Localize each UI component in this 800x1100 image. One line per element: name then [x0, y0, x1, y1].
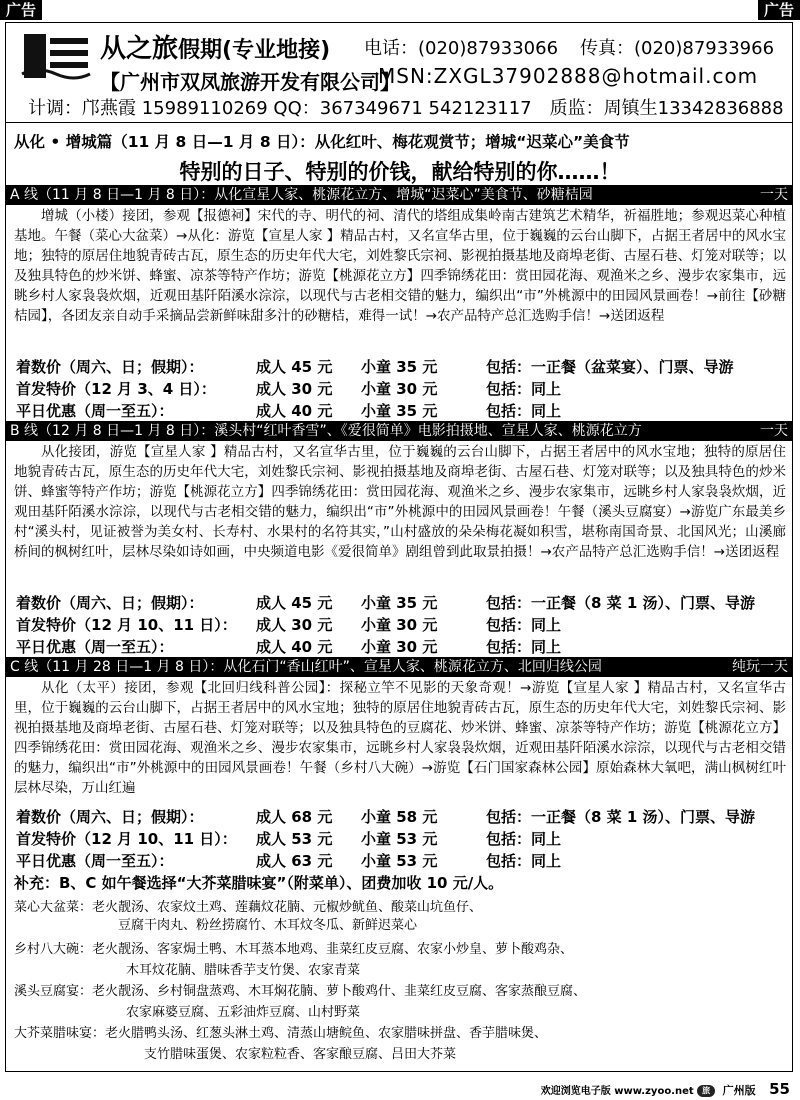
- site-logo-icon: 旅: [697, 1085, 715, 1097]
- website-text: 欢迎浏览电子版 www.zyoo.net: [540, 1086, 694, 1097]
- menu-item: 溪头豆腐宴：老火靓汤、乡村铜盘蒸鸡、木耳焖花腩、萝卜酸鸡什、韭菜红皮豆腐、客家蒸酿豆腐、: [14, 984, 587, 999]
- ad-label-right: 广告: [758, 0, 800, 20]
- supplement-note: 补充：B、C 如午餐选择“大芥菜腊味宴”（附菜单）、团费加收 10 元/人。: [14, 874, 504, 892]
- brand-name: 从之旅假期(专业地接): [100, 34, 331, 64]
- contact-line: 计调：邝燕霞 15989110269 QQ：367349671 542123117 质监：周镇生13342836888: [28, 98, 784, 119]
- company-name: 【广州市双凤旅游开发有限公司】: [100, 70, 400, 94]
- route-c-bar: C 线（11 月 28 日—1 月 8 日）：从化石门“香山红叶”、宣星人家、桃源花立方、北回归线公园 纯玩一天: [6, 657, 792, 677]
- fax-number: 传真：(020)87933966: [580, 38, 775, 59]
- page-number: 55: [769, 1080, 790, 1098]
- slogan: 特别的日子、特别的价钱，献给特别的你……！: [179, 160, 621, 184]
- msn-address: MSN:ZXGL37902888@hotmail.com: [378, 64, 759, 88]
- ad-label-left: 广告: [0, 0, 42, 20]
- menu-item: 菜心大盆菜：老火靓汤、农家炆土鸡、莲藕炆花腩、元椒炒鱿鱼、酸菜山坑鱼仔、: [14, 900, 483, 915]
- agency-header: [12, 26, 788, 122]
- route-a-description: 增城（小楼）接团，参观【报德祠】宋代的寺、明代的祠、清代的塔组成集岭南古建筑艺术精华，祈福胜地；参观迟菜心种植基地。午餐（菜心大盆菜）→从化：游览【宣星人家 】精品古村，又名宣华古里，位于巍巍的云台山脚下，占据王者居中的风水宝地；独特的原居住地貌青砖古瓦，原生态的历史年代大宅，刘姓黎氏宗祠、影视拍摄基地及商埠老街、古屋石巷、灯笼对联等；以及独具特色的炒米饼、蜂蜜、凉茶等特产作坊；游览【桃源花立方】四季锦绣花田：赏田园花海、观渔米之乡、漫步农家集市，远眺乡村人家袅袅炊烟，近观田基阡陌溪水淙淙，以现代与古老相交错的魅力，编织出“市”外桃源中的田园风景画卷！→前往【砂糖桔园】，各团友亲自动手采摘品尝新鲜味甜多汁的砂糖桔，难得一试！→农产品特产总汇选购手信！→送团返程: [14, 208, 786, 324]
- route-a-bar: A 线（11 月 8 日—1 月 8 日）：从化宣星人家、桃源花立方、增城“迟菜心”美食节、砂糖桔园 一天: [6, 185, 792, 205]
- header-divider: [5, 122, 793, 123]
- page-footer: [541, 1080, 790, 1098]
- phone-number: 电话：(020)87933066: [364, 38, 559, 59]
- route-b-description: 从化接团，游览【宣星人家 】精品古村，又名宣华古里，位于巍巍的云台山脚下，占据王者居中的风水宝地；独特的原居住地貌青砖古瓦，原生态的历史年代大宅，刘姓黎氏宗祠、影视拍摄基地及商埠老街、古屋石巷、灯笼对联等；以及独具特色的炒米饼、蜂蜜等特产作坊；游览【桃源花立方】四季锦绣花田：赏田园花海、观渔米之乡、漫步农家集市，远眺乡村人家袅袅炊烟，近观田基阡陌溪水淙淙，以现代与古老相交错的魅力，编织出“市”外桃源中的田园风景画卷！午餐（溪头豆腐宴）→游览广东最美乡村“溪头村，见证被誉为美女村、长寿村、水果村的名符其实，”山村盛放的朵朵梅花凝如积雪，堪称南国奇景、北国风光；山溪廊桥间的枫树红叶，层林尽染如诗如画，中央频道电影《爱很简单》剧组曾到此取景拍摄！→农产品特产总汇选购手信！→送团返程: [14, 444, 786, 560]
- agency-logo-icon: [20, 30, 92, 82]
- menu-item: 乡村八大碗：老火靓汤、客家焗土鸭、木耳蒸本地鸡、韭菜红皮豆腐、农家小炒皇、萝卜酸鸡杂、: [14, 942, 574, 957]
- route-c-description: 从化（太平）接团，参观【北回归线科普公园】：探秘立竿不见影的天象奇观！→游览【宣星人家 】精品古村，又名宣华古里，位于巍巍的云台山脚下，占据王者居中的风水宝地；独特的原居住地貌青砖古瓦，原生态的历史年代大宅，刘姓黎氏宗祠、影视拍摄基地及商埠老街、古屋石巷、灯笼对联等；以及独具特色的豆腐花、炒米饼、蜂蜜、凉茶等特产作坊；游览【桃源花立方】四季锦绣花田：赏田园花海、观渔米之乡、漫步农家集市，远眺乡村人家袅袅炊烟，近观田基阡陌溪水淙淙，以现代与古老相交错的魅力，编织出“市”外桃源中的田园风景画卷！午餐（乡村八大碗）→游览【石门国家森林公园】原始森林大氧吧，满山枫树红叶层林尽染，万山红遍: [14, 680, 786, 796]
- edition-label: 广州版: [722, 1084, 756, 1097]
- route-b-bar: B 线（12 月 8 日—1 月 8 日）：溪头村“红叶香雪”、《爱很简单》电影拍摄地、宣星人家、桃源花立方 一天: [6, 421, 792, 441]
- menu-item: 大芥菜腊味宴：老火腊鸭头汤、红葱头淋土鸡、清蒸山塘鲩鱼、农家腊味拼盘、香芋腊味煲、: [14, 1026, 548, 1041]
- section-title: 从化 • 增城篇（11 月 8 日—1 月 8 日）：从化红叶、梅花观赏节；增城“迟菜心”美食节: [14, 133, 630, 151]
